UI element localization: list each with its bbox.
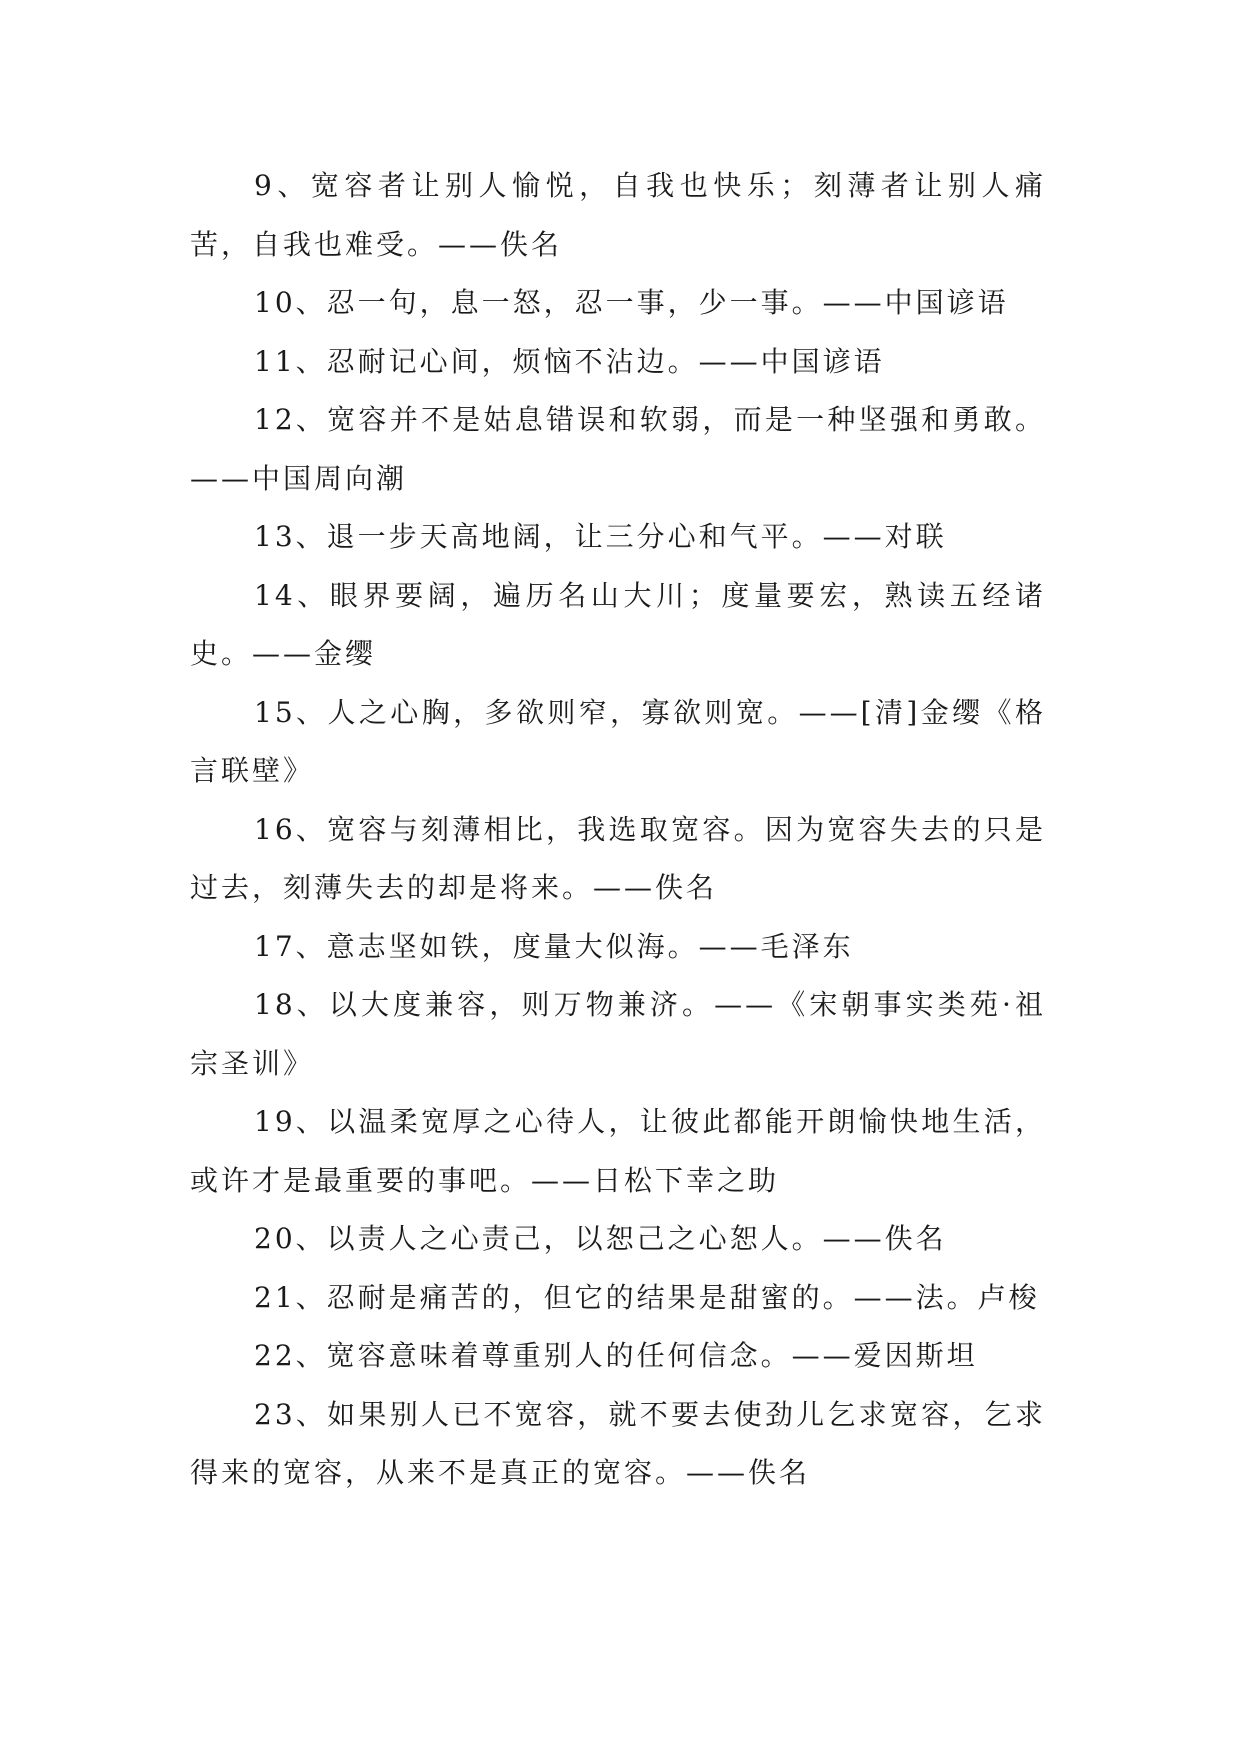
quote-17: 17、意志坚如铁，度量大似海。——毛泽东 — [254, 929, 854, 963]
quote-21: 21、忍耐是痛苦的，但它的结果是甜蜜的。——法。卢梭 — [254, 1280, 1040, 1314]
quote-16: 16、宽容与刻薄相比，我选取宽容。因为宽容失去的只是过去，刻薄失去的却是将来。——佚名 — [190, 812, 1046, 904]
quote-12: 12、宽容并不是姑息错误和软弱，而是一种坚强和勇敢。——中国周向潮 — [190, 403, 1046, 495]
quote-22: 22、宽容意味着尊重别人的任何信念。——爱因斯坦 — [254, 1339, 978, 1372]
quote-14: 14、眼界要阔，遍历名山大川；度量要宏，熟读五经诸史。——金缨 — [190, 578, 1046, 670]
quote-23: 23、如果别人已不宽容，就不要去使劲儿乞求宽容，乞求得来的宽容，从来不是真正的宽容。——佚名 — [190, 1397, 1046, 1489]
quote-20: 20、以责人之心责己，以恕己之心恕人。——佚名 — [254, 1222, 947, 1255]
document-page — [190, 157, 1046, 1503]
quote-19: 19、以温柔宽厚之心待人，让彼此都能开朗愉快地生活，或许才是最重要的事吧。——日松下幸之助 — [190, 1105, 1046, 1197]
quote-9: 9、宽容者让别人愉悦，自我也快乐；刻薄者让别人痛苦，自我也难受。——佚名 — [190, 169, 1046, 261]
quote-10: 10、忍一句，息一怒，忍一事，少一事。——中国谚语 — [254, 286, 1009, 319]
quote-18: 18、以大度兼容，则万物兼济。——《宋朝事实类苑·祖宗圣训》 — [190, 988, 1046, 1080]
quote-15: 15、人之心胸，多欲则窄，寡欲则宽。——[清]金缨《格言联壁》 — [190, 695, 1046, 787]
quote-11: 11、忍耐记心间，烦恼不沾边。——中国谚语 — [254, 344, 885, 378]
quote-13: 13、退一步天高地阔，让三分心和气平。——对联 — [254, 520, 947, 553]
